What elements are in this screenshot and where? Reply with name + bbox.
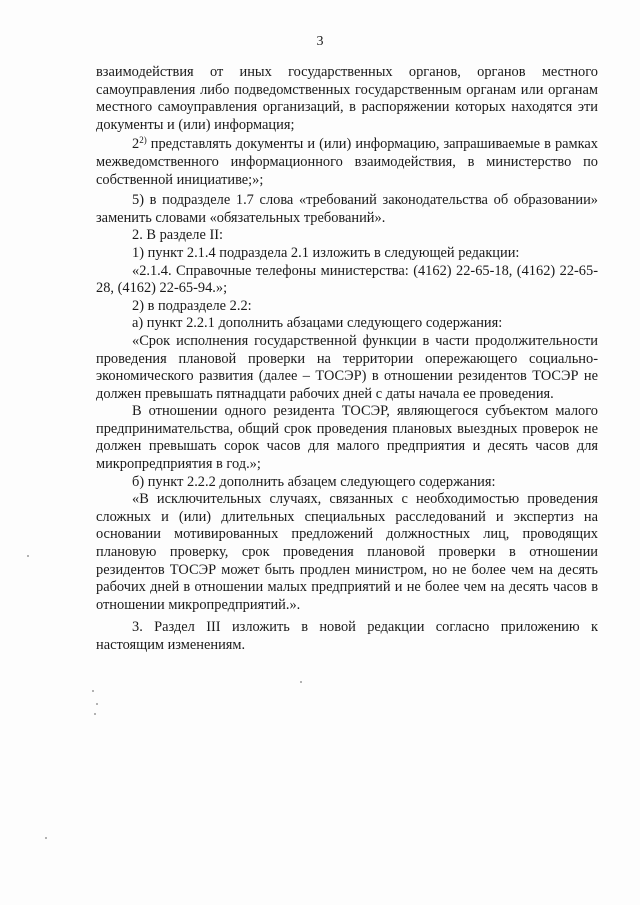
paragraph-quote-term: «Срок исполнения государственной функции в части продолжительности проведения плановой проверки на территории опережающего социально-экономического развития (далее – ТОСЭР) в отношении резидентов ТОСЭР не должен превышать пятнадцати рабочих дней с даты начала ее проведения. <box>96 332 598 402</box>
paragraph-section-2: 2. В разделе II: <box>132 227 224 244</box>
item-number: 2 <box>132 136 140 153</box>
scan-speck <box>27 555 29 557</box>
paragraph-item-2: 2) в подразделе 2.2: <box>132 297 252 314</box>
scan-speck <box>300 681 302 683</box>
scan-speck <box>92 690 94 692</box>
paragraph-section-3: 3. Раздел III изложить в новой редакции согласно приложению к настоящим изменениям. <box>96 619 598 653</box>
paragraph-item-a: а) пункт 2.2.1 дополнить абзацами следующего содержания: <box>132 315 503 332</box>
paragraph-continuation: взаимодействия от иных государственных органов, органов местного самоуправления либо подведомственных государственным органам или органам местного самоуправления организаций, в распоряжении которых находятся эти документы и (или) информация; <box>96 64 598 133</box>
item-text: представлять документы и (или) информацию, запрашиваемые в рамках межведомственного информационного взаимодействия, в министерство по собственной инициативе;»; <box>96 136 598 188</box>
item-superscript: 2) <box>139 135 147 146</box>
document-body <box>96 64 598 655</box>
paragraph-item-5: 5) в подразделе 1.7 слова «требований законодательства об образовании» заменить словами «обязательных требований». <box>96 192 598 226</box>
paragraph-resident: В отношении одного резидента ТОСЭР, являющегося субъектом малого предпринимательства, общий срок проведения плановых выездных проверок не должен превышать сорок часов для малого предприятия и десять часов для микропредприятия в год.»; <box>96 403 598 473</box>
scan-speck <box>94 713 96 715</box>
paragraph-item-b: б) пункт 2.2.2 дополнить абзацем следующего содержания: <box>132 473 496 490</box>
paragraph-item-1: 1) пункт 2.1.4 подраздела 2.1 изложить в следующей редакции: <box>132 244 520 261</box>
scan-speck <box>45 837 47 839</box>
paragraph-item-2-2 <box>96 136 598 189</box>
paragraph-phones: «2.1.4. Справочные телефоны министерства: (4162) 22-65-18, (4162) 22-65-28, (4162) 22-65-94.»; <box>96 262 598 297</box>
scan-speck <box>96 703 98 705</box>
page-number: 3 <box>316 34 324 49</box>
paragraph-quote-exceptional: «В исключительных случаях, связанных с необходимостью проведения сложных и (или) длительных специальных расследований и экспертиз на основании мотивированных предложений должностных лиц, проводящих плановую проверку, срок проведения плановой проверки в отношении резидентов ТОСЭР может быть продлен министром, но не более чем на десять рабочих дней в отношении малых предприятий и не более чем на десять часов в отношении микропредприятий.». <box>96 491 598 613</box>
